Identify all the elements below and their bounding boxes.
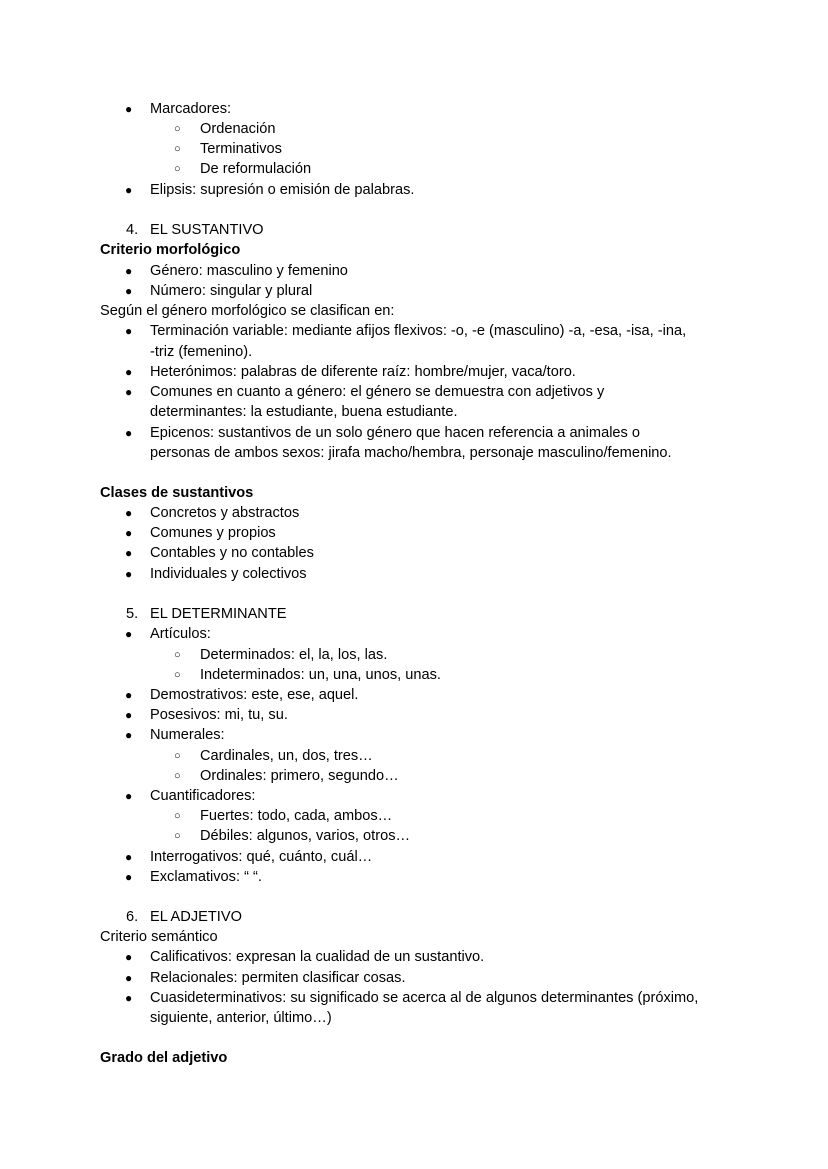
sub-list-item: Cardinales, un, dos, tres…: [200, 748, 373, 764]
list-item: Terminación variable: mediante afijos flexivos: -o, -e (masculino) -a, -esa, -isa, -ina,: [150, 323, 687, 339]
bullet-icon: ●: [125, 385, 133, 399]
bullet-icon: ●: [125, 789, 133, 803]
section-heading: EL ADJETIVO: [150, 909, 242, 925]
bullet-icon: ●: [125, 426, 133, 440]
list-item: Posesivos: mi, tu, su.: [150, 707, 288, 723]
bullet-icon: ●: [125, 850, 133, 864]
sub-bullet-icon: ○: [174, 163, 181, 175]
list-item: Género: masculino y femenino: [150, 263, 348, 279]
sub-list-item: Indeterminados: un, una, unos, unas.: [200, 667, 441, 683]
sub-list-item: Débiles: algunos, varios, otros…: [200, 828, 411, 844]
section-number: 6.: [126, 909, 139, 925]
list-item: Heterónimos: palabras de diferente raíz: hombre/mujer, vaca/toro.: [150, 364, 576, 380]
sub-list-item: Ordinales: primero, segundo…: [200, 768, 399, 784]
sub-list-item: Ordenación: [200, 121, 276, 137]
list-item: Marcadores:: [150, 101, 232, 117]
bullet-icon: ●: [125, 284, 133, 298]
list-item: Concretos y abstractos: [150, 505, 300, 521]
section-number: 4.: [126, 222, 139, 238]
list-item: Interrogativos: qué, cuánto, cuál…: [150, 849, 373, 865]
list-item: Cuantificadores:: [150, 788, 256, 804]
list-item: Comunes y propios: [150, 525, 276, 541]
subheading: Grado del adjetivo: [100, 1050, 228, 1066]
section-heading: EL DETERMINANTE: [150, 606, 287, 622]
bullet-icon: ●: [125, 102, 133, 116]
bullet-icon: ●: [125, 183, 133, 197]
sub-list-item: Fuertes: todo, cada, ambos…: [200, 808, 393, 824]
list-item: Epicenos: sustantivos de un solo género que hacen referencia a animales o: [150, 425, 641, 441]
list-item: Relacionales: permiten clasificar cosas.: [150, 970, 406, 986]
sub-list-item: Terminativos: [200, 141, 282, 157]
list-item: Cuasideterminativos: su significado se acerca al de algunos determinantes (próximo,: [150, 990, 699, 1006]
sub-list-item: De reformulación: [200, 161, 312, 177]
bullet-icon: ●: [125, 627, 133, 641]
bullet-icon: ●: [125, 506, 133, 520]
subheading: Clases de sustantivos: [100, 485, 254, 501]
sub-bullet-icon: ○: [174, 649, 181, 661]
list-item-continuation: personas de ambos sexos: jirafa macho/hembra, personaje masculino/femenino.: [150, 445, 672, 461]
sub-bullet-icon: ○: [174, 770, 181, 782]
bullet-icon: ●: [125, 991, 133, 1005]
sub-bullet-icon: ○: [174, 830, 181, 842]
bullet-icon: ●: [125, 526, 133, 540]
bullet-icon: ●: [125, 950, 133, 964]
list-item-continuation: -triz (femenino).: [150, 344, 253, 360]
bullet-icon: ●: [125, 688, 133, 702]
subheading: Criterio morfológico: [100, 242, 241, 258]
paragraph: Según el género morfológico se clasifican en:: [100, 303, 395, 319]
list-item: Comunes en cuanto a género: el género se demuestra con adjetivos y: [150, 384, 605, 400]
list-item: Elipsis: supresión o emisión de palabras.: [150, 182, 415, 198]
bullet-icon: ●: [125, 870, 133, 884]
bullet-icon: ●: [125, 264, 133, 278]
bullet-icon: ●: [125, 567, 133, 581]
list-item: Calificativos: expresan la cualidad de un sustantivo.: [150, 949, 485, 965]
sub-bullet-icon: ○: [174, 750, 181, 762]
bullet-icon: ●: [125, 971, 133, 985]
bullet-icon: ●: [125, 708, 133, 722]
sub-bullet-icon: ○: [174, 123, 181, 135]
subheading: Criterio semántico: [100, 929, 218, 945]
list-item: Número: singular y plural: [150, 283, 313, 299]
list-item: Exclamativos: “ “.: [150, 869, 262, 885]
list-item-continuation: determinantes: la estudiante, buena estudiante.: [150, 404, 458, 420]
list-item: Numerales:: [150, 727, 225, 743]
list-item: Contables y no contables: [150, 545, 314, 561]
bullet-icon: ●: [125, 728, 133, 742]
sub-list-item: Determinados: el, la, los, las.: [200, 647, 388, 663]
list-item: Demostrativos: este, ese, aquel.: [150, 687, 359, 703]
list-item: Artículos:: [150, 626, 211, 642]
bullet-icon: ●: [125, 546, 133, 560]
section-number: 5.: [126, 606, 139, 622]
bullet-icon: ●: [125, 324, 133, 338]
sub-bullet-icon: ○: [174, 143, 181, 155]
section-heading: EL SUSTANTIVO: [150, 222, 264, 238]
bullet-icon: ●: [125, 365, 133, 379]
list-item: Individuales y colectivos: [150, 566, 307, 582]
sub-bullet-icon: ○: [174, 669, 181, 681]
list-item-continuation: siguiente, anterior, último…): [150, 1010, 332, 1026]
sub-bullet-icon: ○: [174, 810, 181, 822]
